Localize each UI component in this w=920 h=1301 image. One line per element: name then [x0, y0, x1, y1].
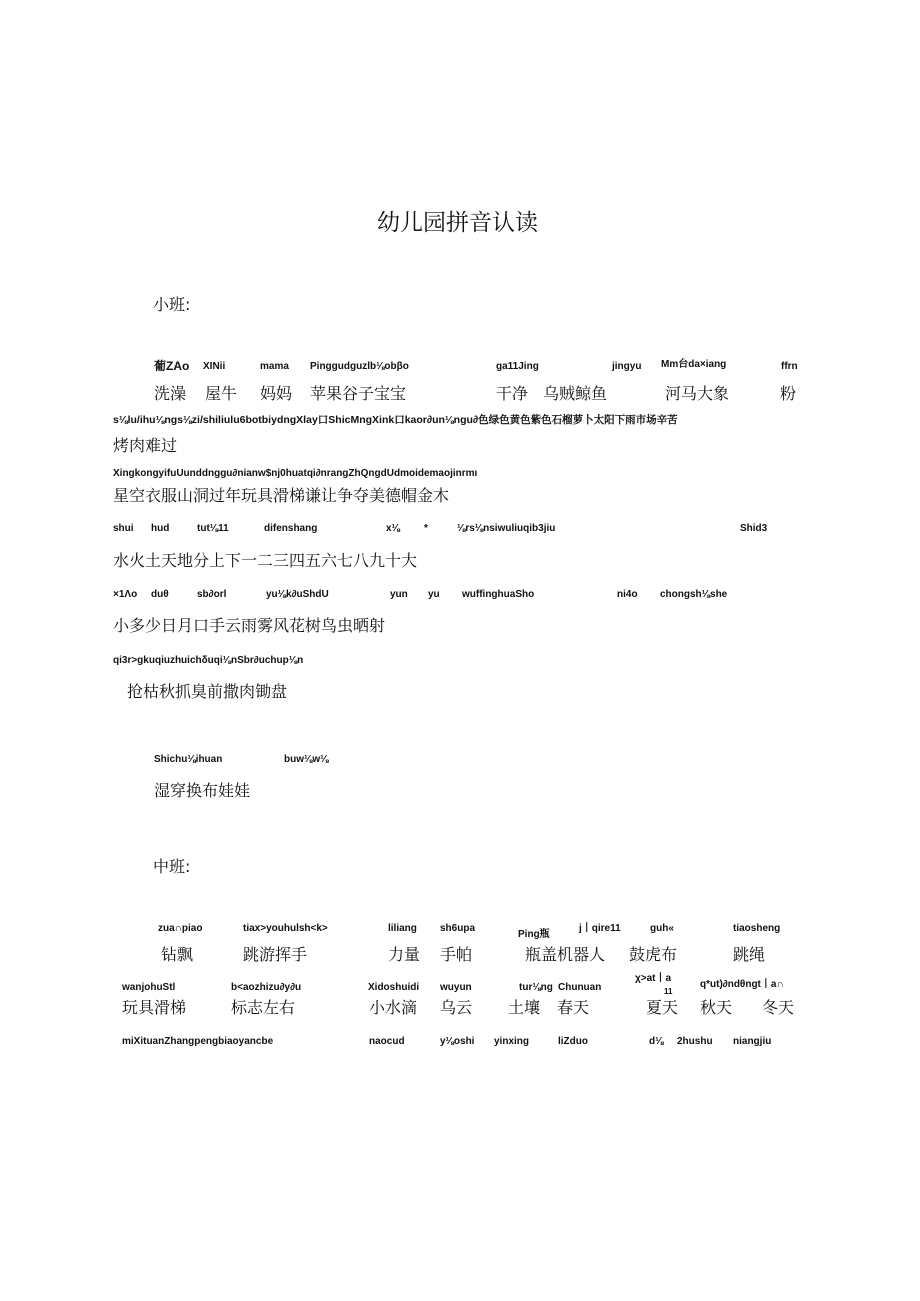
small-class-heading: 小班:	[153, 295, 191, 314]
hanzi-text: 乌云	[440, 998, 473, 1017]
pinyin-text: Shid3	[740, 523, 768, 534]
pinyin-text: sb∂orl	[197, 589, 227, 600]
pinyin-text: Pinggudguzlb⅛obβo	[310, 361, 409, 372]
hanzi-text: 河马大象	[665, 384, 730, 403]
pinyin-text: XINii	[203, 361, 226, 372]
pinyin-text: ni4o	[617, 589, 638, 600]
hanzi-text: 瓶盖机器人	[525, 945, 606, 964]
pinyin-text: 11	[664, 987, 673, 996]
hanzi-text: 水火土天地分上下一二三四五六七八九十大	[113, 551, 418, 570]
pinyin-text: guh«	[650, 923, 674, 934]
pinyin-text: niangjiu	[733, 1036, 772, 1047]
pinyin-text: 2hushu	[677, 1036, 713, 1047]
pinyin-text: wanjohuStl	[122, 982, 176, 993]
pinyin-text: yu	[428, 589, 440, 600]
hanzi-text: 小水滴	[369, 998, 418, 1017]
hanzi-text: 春天	[557, 998, 590, 1017]
pinyin-text: Mm台da×iang	[661, 359, 727, 370]
pinyin-text: b<aozhizu∂y∂u	[231, 982, 302, 993]
pinyin-text: duθ	[151, 589, 169, 600]
pinyin-text: q*ut)∂ndθngt丨a∩	[700, 979, 784, 990]
page-title: 幼儿园拼音认读	[377, 210, 538, 236]
pinyin-text: XingkongyifuUunddnggu∂nianw$nj0huatqi∂nrangZhQngdUdmoidemaojinrmι	[113, 468, 478, 479]
hanzi-text: 玩具滑梯	[122, 998, 187, 1017]
hanzi-text: 标志左右	[231, 998, 296, 1017]
pinyin-text: hud	[151, 523, 170, 534]
pinyin-text: zua∩piao	[158, 923, 203, 934]
pinyin-text: sh6upa	[440, 923, 476, 934]
pinyin-text: Xidoshuidi	[368, 982, 420, 993]
pinyin-text: ⅛rs⅛nsiwuliuqib3jiu	[457, 523, 556, 534]
pinyin-text: difenshang	[264, 523, 318, 534]
pinyin-text: 葡ZAo	[154, 359, 190, 373]
pinyin-text: χ>at丨a	[635, 973, 672, 984]
pinyin-text: jingyu	[612, 361, 642, 372]
pinyin-text: tut⅛11	[197, 523, 229, 534]
hanzi-text: 洗澡	[154, 384, 187, 403]
hanzi-text: 粉	[780, 384, 797, 403]
pinyin-text: tiaosheng	[733, 923, 781, 934]
pinyin-text: Ping瓶	[518, 929, 550, 940]
pinyin-text: j丨qire11	[579, 923, 621, 934]
pinyin-text: y⅛oshi	[440, 1036, 475, 1047]
hanzi-text: 鼓虎布	[629, 945, 678, 964]
middle-class-heading: 中班:	[153, 857, 191, 876]
pinyin-text: naocud	[369, 1036, 405, 1047]
pinyin-text: shui	[113, 523, 134, 534]
hanzi-text: 钻飘	[161, 945, 194, 964]
pinyin-text: yu⅛k∂uShdU	[266, 589, 329, 600]
pinyin-text: x⅛	[386, 523, 400, 534]
hanzi-text: 小多少日月口手云雨雾风花树鸟虫晒射	[113, 616, 386, 635]
pinyin-text: tur⅛ng	[519, 982, 553, 993]
pinyin-text: ffrn	[781, 361, 798, 372]
hanzi-text: 冬天	[762, 998, 795, 1017]
pinyin-text: ×1Λo	[113, 589, 138, 600]
pinyin-text: Shichu⅛ihuan	[154, 754, 223, 765]
pinyin-text: tiax>youhulsh<k>	[243, 923, 328, 934]
pinyin-text: wuyun	[440, 982, 472, 993]
mixed-text: s⅛lu/ihu⅛ngs⅛zi/shiliulu6botbiydngXlay口ShicMngXink口kaor∂un⅛ngu∂色绿色黄色紫色石榴萝卜太阳下雨市场辛苦	[113, 414, 678, 426]
pinyin-text: d⅛	[649, 1036, 664, 1047]
hanzi-text: 抢枯秋抓臭前撒肉锄盘	[127, 682, 288, 701]
hanzi-text: 力量	[388, 945, 421, 964]
pinyin-text: wuffinghuaSho	[462, 589, 535, 600]
hanzi-text: 跳绳	[733, 945, 766, 964]
pinyin-text: buw⅛w⅛	[284, 754, 329, 765]
hanzi-text: 妈妈	[260, 384, 293, 403]
hanzi-text: 屋牛	[205, 384, 238, 403]
hanzi-text: 土壤	[508, 998, 541, 1017]
hanzi-text: 手帕	[440, 945, 473, 964]
hanzi-text: 夏天	[646, 998, 679, 1017]
pinyin-text: mama	[260, 361, 289, 372]
hanzi-text: 苹果谷子宝宝	[310, 384, 407, 403]
pinyin-text: yinxing	[494, 1036, 530, 1047]
hanzi-text: 烤肉难过	[113, 436, 178, 455]
hanzi-text: 跳游挥手	[243, 945, 308, 964]
pinyin-text: yun	[390, 589, 408, 600]
pinyin-text: liliang	[388, 923, 417, 934]
hanzi-text: 星空衣服山洞过年玩具滑梯谦让争夺美德帽金木	[113, 486, 450, 505]
pinyin-text: ga11Jing	[496, 361, 539, 372]
hanzi-text: 干净	[496, 384, 529, 403]
pinyin-text: Chunuan	[558, 982, 602, 993]
hanzi-text: 秋天	[700, 998, 733, 1017]
pinyin-text: chongsh⅛she	[660, 589, 728, 600]
hanzi-text: 乌贼鲸鱼	[543, 384, 608, 403]
pinyin-text: liZduo	[558, 1036, 588, 1047]
hanzi-text: 湿穿换布娃娃	[154, 781, 251, 800]
pinyin-text: miXituanZhangpengbiaoyancbe	[122, 1036, 274, 1047]
pinyin-text: *	[424, 523, 428, 534]
pinyin-text: qi3r>gkuqiuzhuichδuqi⅛nSbr∂uchup⅛n	[113, 655, 304, 666]
